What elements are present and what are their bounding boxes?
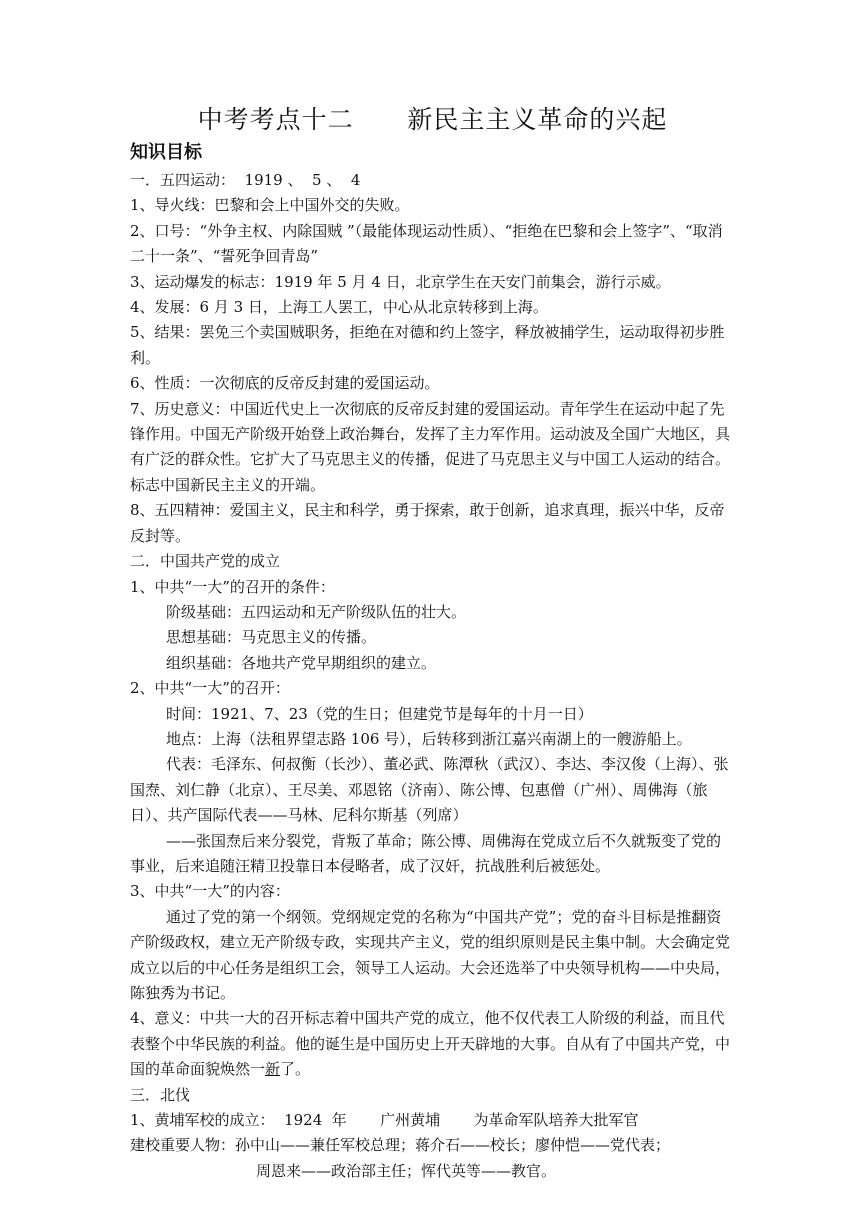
text-line: 2、口号：“外争主权、内除国贼 ”（最能体现运动性质）、“拒绝在巴黎和会上签字”、“取消二十一条”、“誓死争回青岛” — [130, 221, 723, 266]
text-line: 代表：毛泽东、何叔衡（长沙）、董必武、陈潭秋（武汉）、李达、李汉俊（上海）、张国焘、刘仁静（北京）、王尽美、邓恩铭（济南）、陈公博、包惠僧（广州）、周佛海（旅日）、共产国际代表——马林、尼科尔斯基（列席） — [130, 755, 729, 825]
text-line: 组织基础：各地共产党早期组织的建立。 — [166, 653, 437, 672]
section-heading-northern-expedition: 三．北伐 — [130, 1085, 191, 1104]
text-line: 2、中共“一大”的召开： — [130, 679, 290, 698]
text-line: ——张国焘后来分裂党，背叛了革命；陈公博、周佛海在党成立后不久就叛变了党的事业，后来追随汪精卫投靠日本侵略者，成了汉奸，抗战胜利后被惩处。 — [130, 831, 722, 875]
text-line — [130, 1006, 735, 1082]
text-line: 思想基础：马克思主义的传播。 — [166, 628, 377, 647]
underlined-word: 新 — [265, 1060, 281, 1079]
text-line: 1、黄埔军校的成立： 1924 年 广州黄埔 为革命军队培养大批军官 — [130, 1111, 639, 1130]
text-line: 地点：上海（法租界望志路 106 号），后转移到浙江嘉兴南湖上的一艘游船上。 — [166, 729, 692, 748]
section-heading: 知识目标 — [130, 142, 202, 163]
text-line: 时间：1921、7、23（党的生日；但建党节是每年的十月一日） — [166, 704, 593, 723]
document-page — [130, 100, 735, 1184]
text-line: 通过了党的第一个纲领。党纲规定党的名称为“中国共产党”；党的奋斗目标是推翻资产阶级政权，建立无产阶级专政，实现共产主义，党的组织原则是民主集中制。大会确定党成立以后的中心任务是组织工会，领导工人运动。大会还选举了中央领导机构——中央局，陈独秀为书记。 — [130, 907, 731, 1002]
text-line: 3、运动爆发的标志：1919 年 5 月 4 日，北京学生在天安门前集会，游行示威。 — [130, 272, 671, 291]
text-line: 周恩来——政治部主任；恽代英等——教官。 — [256, 1161, 557, 1180]
text-line: 4、发展：6 月 3 日，上海工人罢工，中心从北京转移到上海。 — [130, 298, 548, 317]
text-line: 阶级基础：五四运动和无产阶级队伍的壮大。 — [166, 602, 467, 621]
document-title: 中考考点十二 新民主主义革命的兴起 — [197, 105, 668, 134]
section-heading-cpc-founding: 二．中国共产党的成立 — [130, 552, 281, 571]
text-line: 建校重要人物：孙中山——兼任军校总理；蒋介石——校长；廖仲恺——党代表； — [130, 1136, 671, 1155]
text-span: 了。 — [280, 1060, 311, 1079]
section-heading-may-fourth: 一．五四运动： 1919 、 5 、 4 — [130, 171, 361, 189]
text-line: 8、五四精神：爱国主义，民主和科学，勇于探索，敢于创新，追求真理，振兴中华，反帝反封等。 — [130, 501, 725, 545]
text-line: 5、结果：罢免三个卖国贼职务，拒绝在对德和约上签字，释放被捕学生，运动取得初步胜利。 — [130, 323, 725, 367]
text-span: 4、意义：中共一大的召开标志着中国共产党的成立，他不仅代表工人阶级的利益，而且代表整个中华民族的利益。他的诞生是中国历史上开天辟地的大事。自从有了中国共产党，中国的革命面貌焕然一 — [130, 1009, 731, 1079]
text-line: 1、导火线：巴黎和会上中国外交的失败。 — [130, 196, 410, 215]
text-line: 6、性质：一次彻底的反帝反封建的爱国运动。 — [130, 374, 440, 393]
text-line: 7、历史意义：中国近代史上一次彻底的反帝反封建的爱国运动。青年学生在运动中起了先锋作用。中国无产阶级开始登上政治舞台，发挥了主力军作用。运动波及全国广大地区，具有广泛的群众性。它扩大了马克思主义的传播，促进了马克思主义与中国工人运动的结合。标志中国新民主主义的开端。 — [130, 399, 731, 494]
text-line: 3、中共“一大”的内容： — [130, 882, 290, 901]
text-line: 1、中共“一大”的召开的条件： — [130, 577, 335, 596]
